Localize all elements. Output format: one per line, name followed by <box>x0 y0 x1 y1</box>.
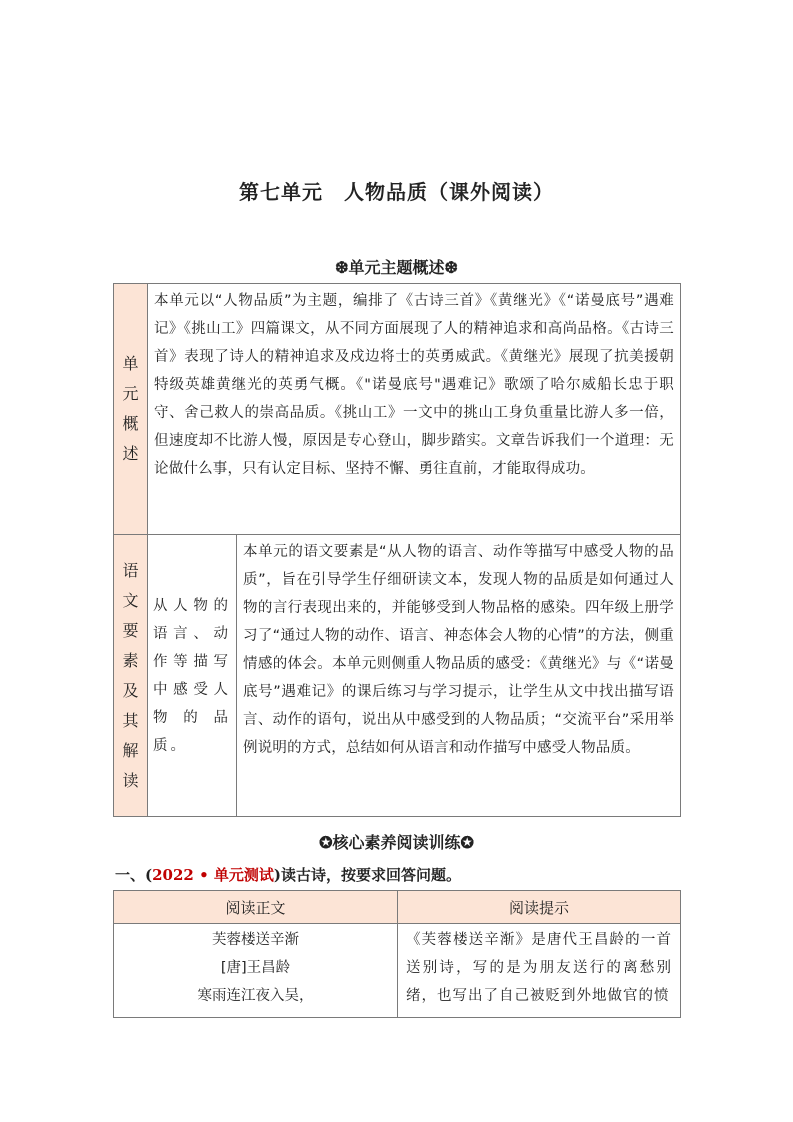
hint-cell <box>397 923 681 1018</box>
poem-author: [唐]王昌龄 <box>220 960 291 976</box>
question-source: 2022 • 单元测试 <box>152 866 274 884</box>
poem-cell <box>113 923 398 1018</box>
label-char: 其 <box>122 710 139 730</box>
question-line <box>115 864 461 885</box>
page-title: 第七单元 人物品质（课外阅读） <box>239 180 554 204</box>
hint-text: 《芙蓉楼送辛渐》是唐代王昌龄的一首送别诗，写的是为朋友送行的离愁别绪，也写出了自己被贬到外地做官的愤 <box>406 932 672 1004</box>
label-char: 及 <box>122 680 139 700</box>
label-char: 解 <box>122 740 139 760</box>
element-cell <box>147 534 237 817</box>
poem-title: 芙蓉楼送辛渐 <box>212 932 299 948</box>
label-char: 要 <box>122 620 139 640</box>
label-char: 文 <box>122 590 139 610</box>
label-char: 概 <box>122 414 139 433</box>
reading-table-header-text: 阅读正文 <box>113 890 398 924</box>
section-heading-training: ✪核心素养阅读训练✪ <box>319 833 474 852</box>
label-char: 单 <box>122 354 139 373</box>
element-text: 从人物的语言、动作等描写中感受人物的品质。 <box>153 597 231 754</box>
label-char: 读 <box>122 770 139 790</box>
poem-line: 寒雨连江夜入吴， <box>197 988 314 1004</box>
overview-text: 本单元以“人物品质”为主题，编排了《古诗三首》《黄继光》《“诺曼底号”遇难记》《挑山工》四篇课文，从不同方面展现了人的精神追求和高尚品格。《古诗三首》表现了诗人的精神追求及戍边将士的英勇威武。《黄继光》展现了抗美援朝特级英雄黄继光的英勇气概。《"诺曼底号"遇难记》歌颂了哈尔威船长忠于职守、舍己救人的崇高品质。《挑山工》一文中的挑山工身负重量比游人多一倍，但速度却不比游人慢，原因是专心登山，脚步踏实。文章告诉我们一个道理：无论做什么事，只有认定目标、坚持不懈、勇往直前，才能取得成功。 <box>154 293 674 477</box>
label-char: 语 <box>122 560 139 580</box>
elements-text: 本单元的语文要素是“从人物的语言、动作等描写中感受人物的品质”，旨在引导学生仔细研读文本，发现人物的品质是如何通过人物的言行表现出来的，并能够受到人物品格的感染。四年级上册学习了“通过人物的动作、语言、神态体会人物的心情”的方法，侧重情感的体会。本单元则侧重人物品质的感受：《黄继光》与《“诺曼底号”遇难记》的课后练习与学习提示，让学生从文中找出描写语言、动作的语句，说出从中感受到的人物品质；“交流平台”采用举例说明的方式，总结如何从语言和动作描写中感受人物品质。 <box>243 544 674 756</box>
elements-label <box>113 534 148 817</box>
section-heading-overview: ❆单元主题概述❆ <box>335 258 458 277</box>
reading-table-header-hint: 阅读提示 <box>397 890 681 924</box>
label-char: 述 <box>122 444 139 463</box>
label-char: 元 <box>122 384 139 403</box>
overview-label <box>113 283 148 535</box>
question-suffix: )读古诗，按要求回答问题。 <box>273 866 461 884</box>
question-prefix: 一、( <box>115 866 153 884</box>
label-char: 素 <box>122 650 139 670</box>
elements-text-cell <box>236 534 681 817</box>
overview-cell <box>147 283 681 535</box>
